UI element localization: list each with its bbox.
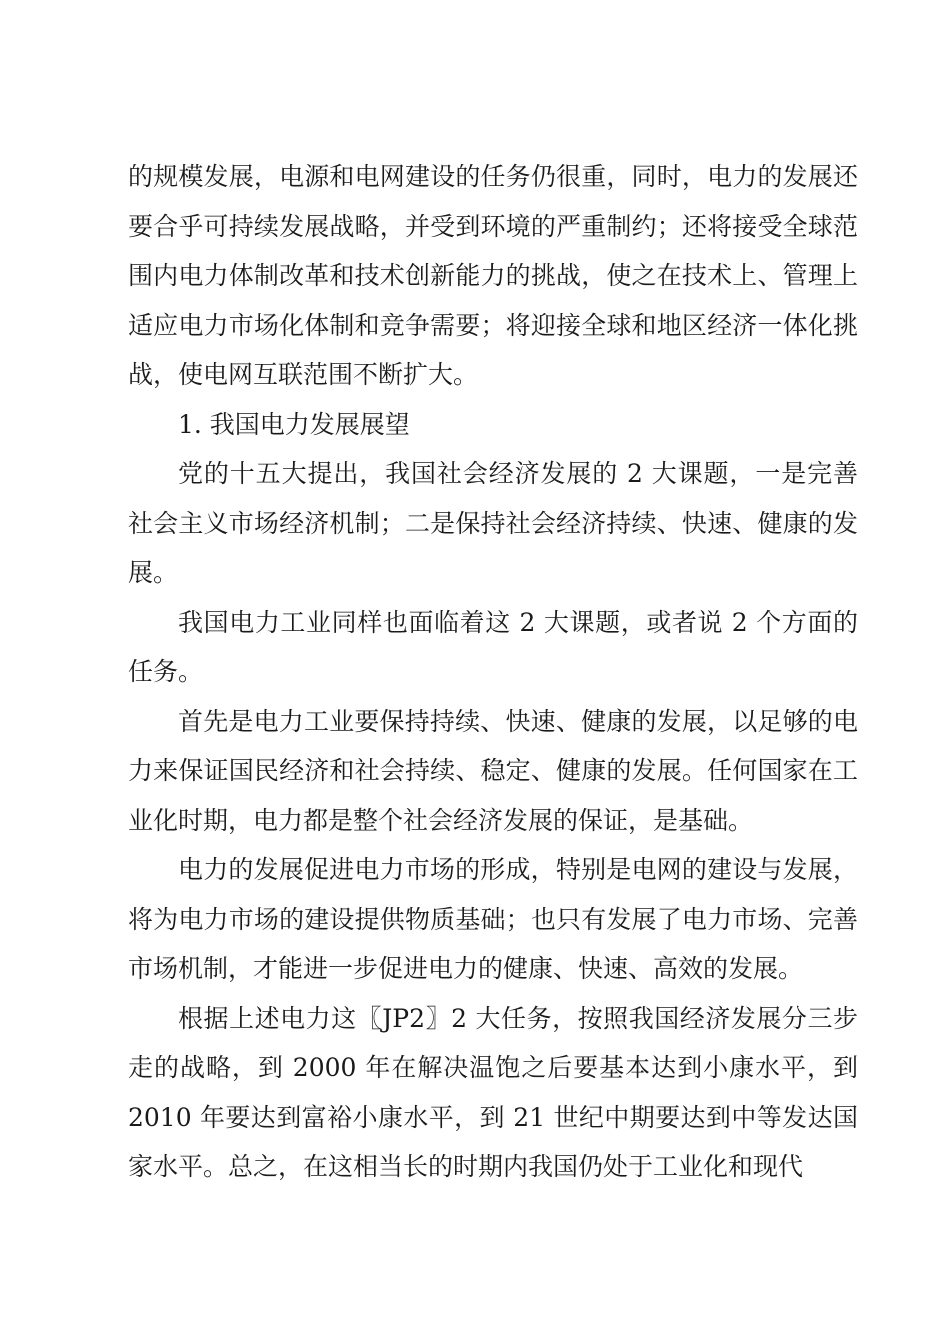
paragraph: 党的十五大提出，我国社会经济发展的 2 大课题，一是完善社会主义市场经济机制；二是保持社会经济持续、快速、健康的发展。: [128, 459, 858, 587]
paragraph: 我国电力工业同样也面临着这 2 大课题，或者说 2 个方面的任务。: [128, 607, 858, 686]
paragraph: 首先是电力工业要保持持续、快速、健康的发展，以足够的电力来保证国民经济和社会持续、稳定、健康的发展。任何国家在工业化时期，电力都是整个社会经济发展的保证，是基础。: [128, 706, 858, 835]
paragraph: 电力的发展促进电力市场的形成，特别是电网的建设与发展，将为电力市场的建设提供物质基础；也只有发展了电力市场、完善市场机制，才能进一步促进电力的健康、快速、高效的发展。: [128, 855, 858, 983]
section-heading: 1. 我国电力发展展望: [178, 409, 410, 439]
paragraph: 根据上述电力这〖JP2〗2 大任务，按照我国经济发展分三步走的战略，到 2000 年在解决温饱之后要基本达到小康水平，到 2010 年要达到富裕小康水平，到 21 世纪中期要达到中等发达国家水平。总之，在这相当长的时期内我国仍处于工业化和现代: [128, 1003, 858, 1181]
paragraph-continuation: 的规模发展，电源和电网建设的任务仍很重，同时，电力的发展还要合乎可持续发展战略，并受到环境的严重制约；还将接受全球范围内电力体制改革和技术创新能力的挑战，使之在技术上、管理上适应电力市场化体制和竞争需要；将迎接全球和地区经济一体化挑战，使电网互联范围不断扩大。: [128, 162, 858, 389]
document-body: [128, 152, 858, 1192]
